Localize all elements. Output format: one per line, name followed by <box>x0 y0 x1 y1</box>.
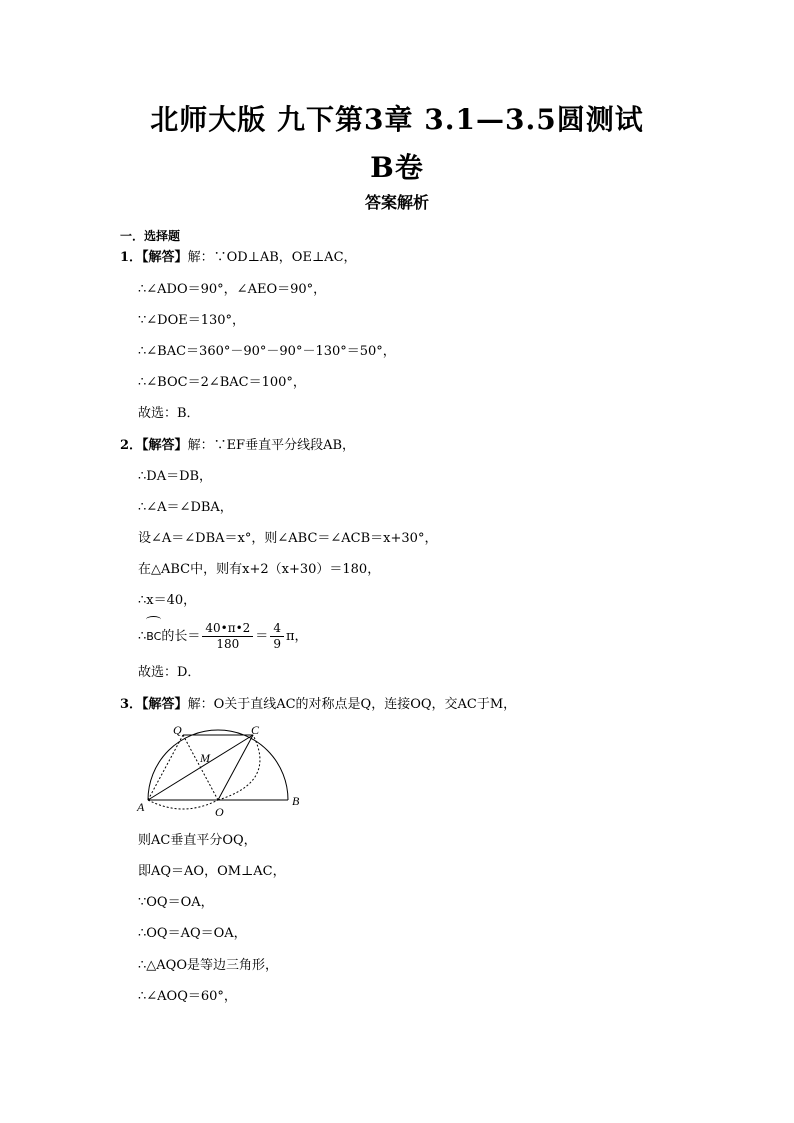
q1-text-0: 解：∵OD⊥AB，OE⊥AC， <box>187 250 357 265</box>
label-b: B <box>292 794 300 808</box>
q2-pi-suffix: π， <box>285 629 308 644</box>
q2-therefore: ∴ <box>138 629 147 644</box>
q3-line-4: ∴OQ＝AQ＝OA， <box>138 926 247 941</box>
q3-text-0: 解：O关于直线AC的对称点是Q，连接OQ，交AC于M， <box>187 697 517 712</box>
q2-line-7: 故选：D． <box>138 665 201 680</box>
fraction-2-denominator: 9 <box>273 637 281 651</box>
segment-oc <box>218 735 253 800</box>
q2-line-1: ∴DA＝DB， <box>138 469 213 484</box>
q1-line-3: ∴∠BAC＝360°－90°－90°－130°＝50°， <box>138 344 396 359</box>
label-a: A <box>137 800 145 814</box>
page-title-line2: B卷 <box>370 151 424 184</box>
fraction-2-numerator: 4 <box>270 621 284 637</box>
q3-line-3: ∵OQ＝OA， <box>138 895 214 910</box>
segment-oq <box>183 735 218 800</box>
q1-line-0 <box>120 250 357 266</box>
q1-number: 1． <box>120 250 143 265</box>
q1-tag: 【解答】 <box>142 250 188 265</box>
q2-line-2: ∴∠A＝∠DBA， <box>138 500 233 515</box>
q3-line-6: ∴∠AOQ＝60°， <box>138 989 237 1004</box>
q2-line-0 <box>120 438 355 454</box>
q2-arc-length-label: 的长＝ <box>161 629 201 644</box>
q3-tag: 【解答】 <box>142 697 188 712</box>
q1-line-2: ∵∠DOE＝130°， <box>138 313 246 328</box>
q2-line-5: ∴x＝40， <box>138 593 197 608</box>
semicircle-figure <box>135 722 315 822</box>
page-title: 北师大版 九下第3章 3.1—3.5圆测试 <box>150 103 644 136</box>
q2-tag: 【解答】 <box>142 438 188 453</box>
q1-line-1: ∴∠ADO＝90°，∠AEO＝90°， <box>138 282 327 297</box>
section-heading: 一．选择题 <box>120 229 181 243</box>
label-m: M <box>200 751 210 765</box>
q1-line-4: ∴∠BOC＝2∠BAC＝100°， <box>138 375 306 390</box>
q2-line-6 <box>138 620 308 654</box>
label-c: C <box>251 723 260 737</box>
fraction-1-denominator: 180 <box>216 637 240 651</box>
semicircle-arc <box>148 730 288 800</box>
q3-line-5: ∴△AQO是等边三角形， <box>138 958 278 973</box>
q3-line-2: 即AQ＝AO，OM⊥AC， <box>138 864 286 879</box>
equals-sign: ＝ <box>255 629 269 644</box>
q2-line-4: 在△ABC中，则有x+2（x+30）＝180， <box>138 562 381 577</box>
label-q: Q <box>173 723 182 737</box>
fraction-1 <box>202 621 253 652</box>
q2-text-0: 解：∵EF垂直平分线段AB， <box>187 438 356 453</box>
q3-line-1: 则AC垂直平分OQ， <box>138 833 257 848</box>
q3-number: 3． <box>120 697 143 712</box>
fraction-1-numerator: 40•π•2 <box>202 621 253 637</box>
q2-line-3: 设∠A＝∠DBA＝x°，则∠ABC＝∠ACB＝x+30°， <box>138 531 438 546</box>
q3-line-0 <box>120 697 516 713</box>
answer-subtitle: 答案解析 <box>364 193 429 212</box>
dashed-arc-oc <box>218 735 260 800</box>
arc-bc-label: BC <box>146 620 161 654</box>
dashed-arc-ao <box>148 800 218 809</box>
segment-aq <box>148 735 183 800</box>
q2-number: 2． <box>120 438 143 453</box>
fraction-2 <box>270 621 284 652</box>
label-o: O <box>215 805 224 819</box>
q1-line-5: 故选：B． <box>138 406 200 421</box>
